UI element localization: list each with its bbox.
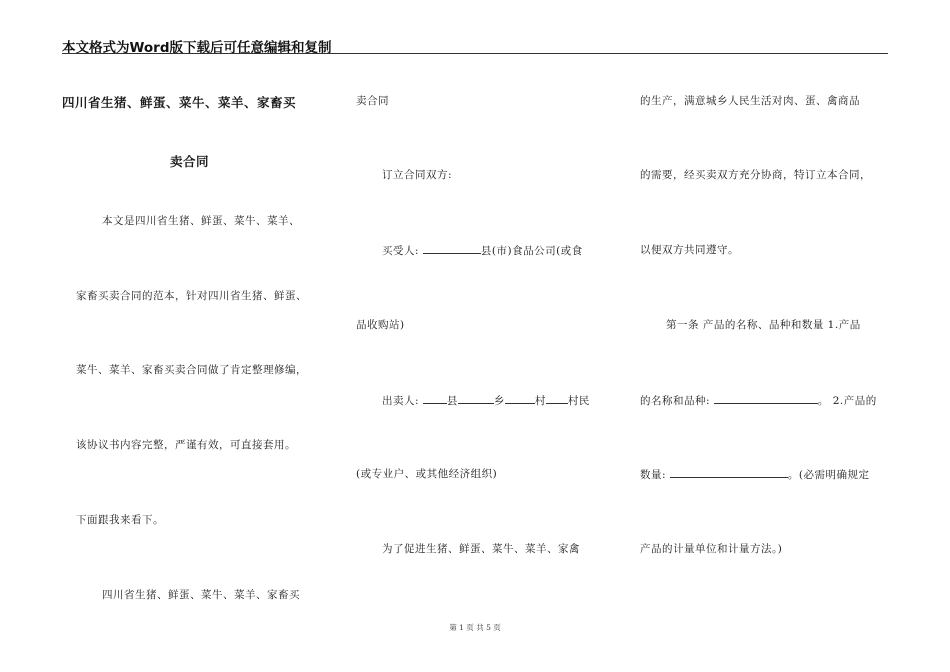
intro-line-1: 本文是四川省生猪、鲜蛋、菜牛、菜羊、 [102,215,300,227]
product-name-line [640,393,877,408]
buyer-line [382,243,583,258]
col2-line-6: (或专业户、或其他经济组织) [356,468,498,480]
quantity-suffix: 。(必需明确规定 [787,469,870,481]
seller-township-blank [458,393,494,404]
intro-line-2: 家畜买卖合同的范本，针对四川省生猪、鲜蛋、 [76,290,307,302]
article-1-heading: 第一条 产品的名称、品种和数量 1.产品 [666,319,861,331]
seller-line [382,393,590,408]
col3-line-3: 以便双方共同遵守。 [640,244,739,256]
seller-village-label: 村 [534,395,546,407]
contract-title-line-1: 四川省生猪、鲜蛋、菜牛、菜羊、家畜买 [62,95,297,110]
intro-line-6: 四川省生猪、鲜蛋、菜牛、菜羊、家畜买 [102,589,300,601]
seller-villager-blank [546,393,568,404]
seller-villager-label: 村民 [567,395,590,407]
document-header-title: 本文格式为Word版下载后可任意编辑和复制 [62,40,332,56]
product-name-suffix: 。 2.产品的 [817,395,877,407]
buyer-label: 买受人: [382,245,420,257]
seller-label: 出卖人: [382,395,420,407]
buyer-county-blank [423,243,481,254]
intro-line-5: 下面跟我来看下。 [76,514,164,526]
seller-county-label: 县 [446,395,458,407]
quantity-line [640,467,870,482]
col2-line-4: 品收购站) [356,319,405,331]
col3-line-1: 的生产，满意城乡人民生活对肉、蛋、禽商品 [640,95,860,107]
contract-title-line-2: 卖合同 [170,154,210,169]
parties-heading: 订立合同双方: [382,169,453,181]
seller-village-blank [505,393,535,404]
quantity-label: 数量: [640,469,667,481]
col2-line-1: 卖合同 [356,95,389,107]
seller-county-blank [423,393,447,404]
col3-line-2: 的需要，经买卖双方充分协商，特订立本合同， [640,169,871,181]
page-number: 第 1 页 共 5 页 [449,623,501,632]
intro-line-4: 该协议书内容完整，严谨有效，可直接套用。 [76,439,296,451]
seller-township-label: 乡 [493,395,505,407]
header-divider [62,53,888,54]
col2-line-7: 为了促进生猪、鲜蛋、菜牛、菜羊、家禽 [382,543,580,555]
col3-line-7: 产品的计量单位和计量方法。) [640,543,783,555]
buyer-suffix: 县(市)食品公司(或食 [480,245,583,257]
product-name-blank [714,393,818,404]
quantity-blank [670,467,788,478]
intro-line-3: 菜牛、菜羊、家畜买卖合同做了肯定整理修编， [76,364,307,376]
product-name-label: 的名称和品种: [640,395,711,407]
